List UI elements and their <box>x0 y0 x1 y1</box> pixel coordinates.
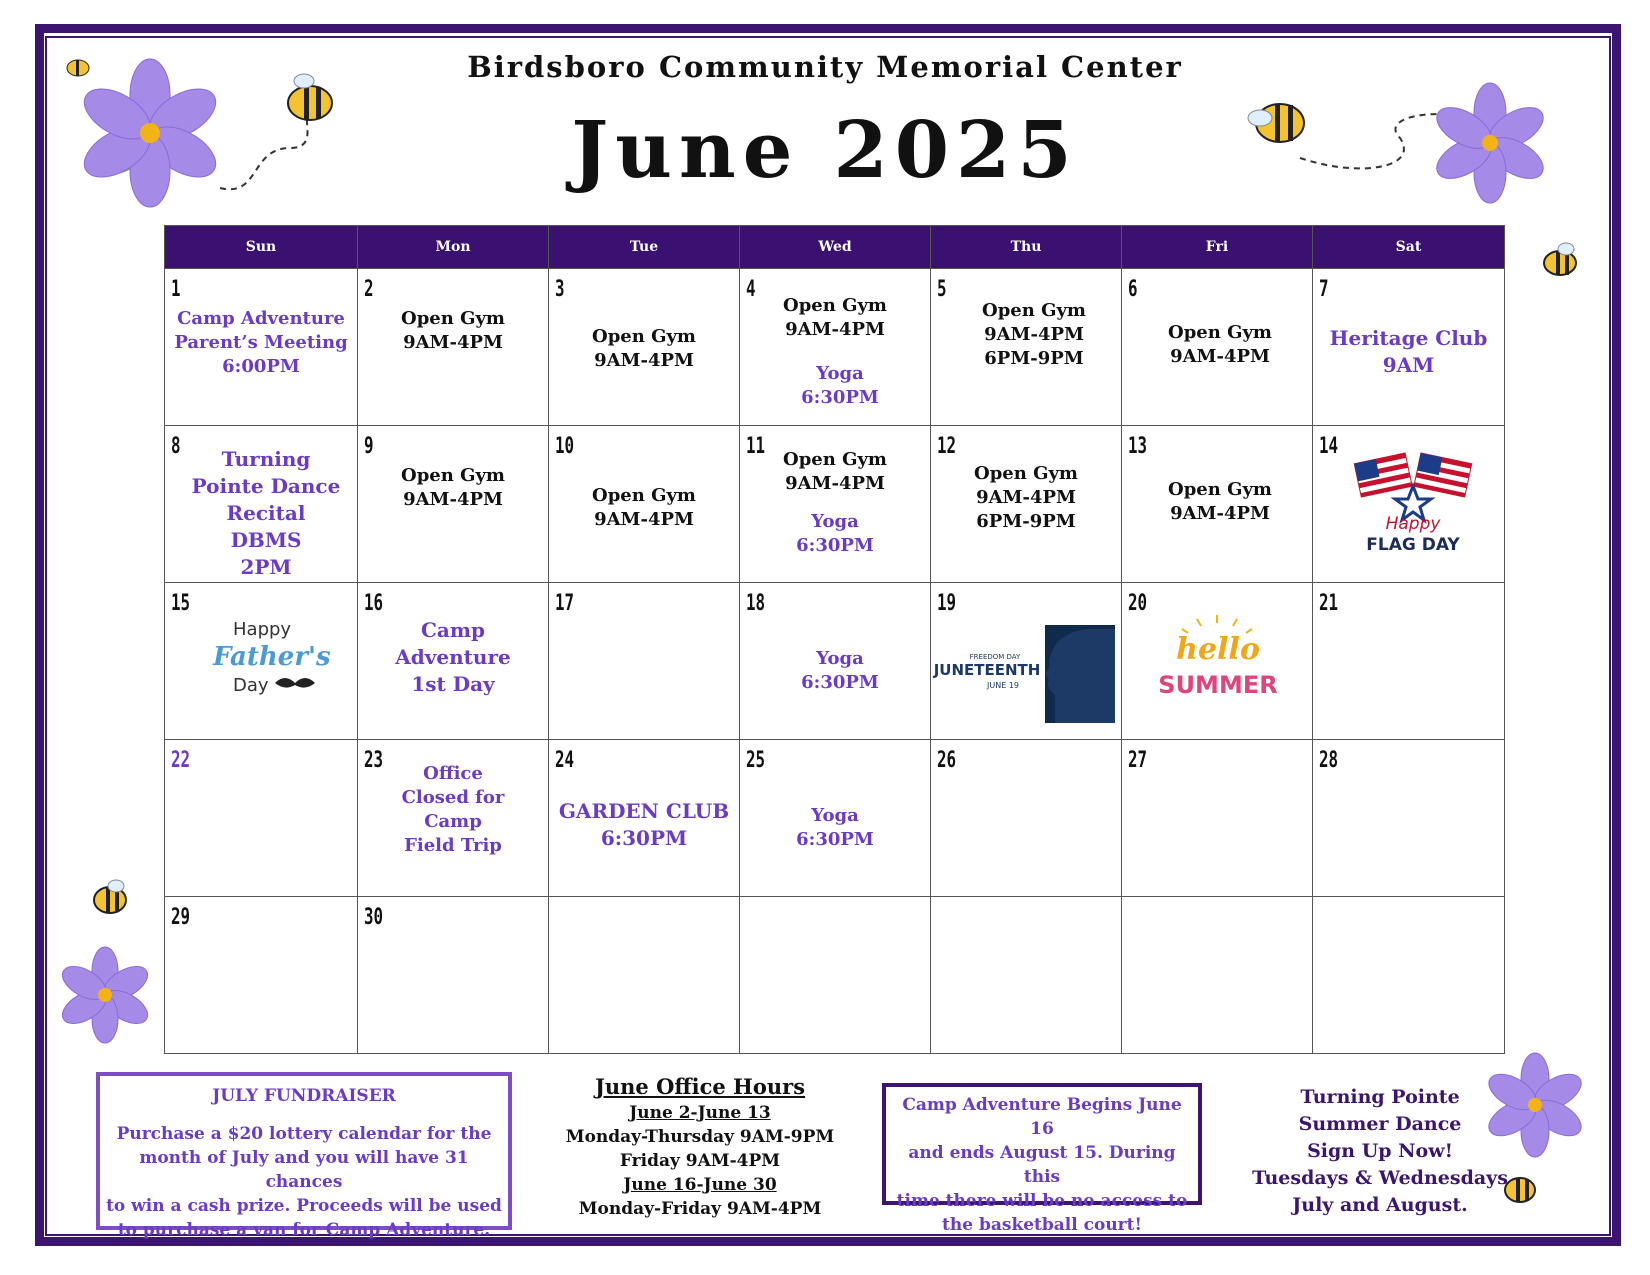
empty-cell <box>931 897 1122 1054</box>
day-number: 16 <box>364 591 384 616</box>
svg-text:FLAG DAY: FLAG DAY <box>1366 535 1460 555</box>
day-cell-7[interactable] <box>1313 269 1505 426</box>
day-cell-20[interactable] <box>1122 583 1313 740</box>
event-text: GARDEN CLUB 6:30PM <box>558 799 730 850</box>
office-hours-title: June Office Hours <box>594 1074 806 1099</box>
weekday-sat: Sat <box>1313 226 1505 269</box>
day-cell-24[interactable] <box>549 740 740 897</box>
day-cell-14[interactable] <box>1313 426 1505 583</box>
event-text: Yoga 6:30PM <box>801 648 879 693</box>
weekday-thu: Thu <box>931 226 1122 269</box>
day-cell-4[interactable] <box>740 269 931 426</box>
weekday-tue: Tue <box>549 226 740 269</box>
day-cell-13[interactable] <box>1122 426 1313 583</box>
fundraiser-title: JULY FUNDRAISER <box>212 1086 396 1106</box>
day-cell-22[interactable] <box>165 740 358 897</box>
day-number: 17 <box>555 591 575 616</box>
day-number: 3 <box>555 277 565 302</box>
event-text: Open Gym 9AM-4PM <box>1168 322 1272 367</box>
office-hours-line: Monday-Thursday 9AM-9PM <box>565 1127 835 1147</box>
hello-summer-icon <box>1152 611 1282 711</box>
day-cell-23[interactable] <box>358 740 549 897</box>
day-number: 23 <box>364 748 384 773</box>
day-cell-19[interactable] <box>931 583 1122 740</box>
day-number: 22 <box>171 748 191 773</box>
day-cell-15[interactable] <box>165 583 358 740</box>
camp-notice-line: Camp Adventure Begins June 16 <box>902 1095 1182 1139</box>
event-text-yoga: Yoga 6:30PM <box>796 511 874 556</box>
day-number: 5 <box>937 277 947 302</box>
day-number: 28 <box>1319 748 1339 773</box>
fundraiser-line: Purchase a $20 lottery calendar for the <box>116 1124 492 1144</box>
weekday-fri: Fri <box>1122 226 1313 269</box>
dance-signup <box>1230 1084 1530 1219</box>
camp-notice-line: the basketball court! <box>942 1215 1142 1235</box>
day-number: 6 <box>1128 277 1138 302</box>
camp-notice-line: and ends August 15. During this <box>908 1143 1176 1187</box>
calendar-grid <box>164 225 1505 1054</box>
event-text: Heritage Club 9AM <box>1329 326 1488 377</box>
event-text: Camp Adventure 1st Day <box>395 618 511 696</box>
day-number: 8 <box>171 434 181 459</box>
day-cell-18[interactable] <box>740 583 931 740</box>
fundraiser-line: to win a cash prize. Proceeds will be used <box>106 1196 502 1216</box>
week-row <box>165 426 1505 583</box>
day-number: 24 <box>555 748 575 773</box>
office-hours-period: June 16-June 30 <box>623 1175 777 1195</box>
day-number: 30 <box>364 905 384 930</box>
dance-line: Turning Pointe <box>1300 1086 1460 1108</box>
week-row <box>165 583 1505 740</box>
dance-line: July and August. <box>1292 1194 1468 1216</box>
weekday-wed: Wed <box>740 226 931 269</box>
day-number: 15 <box>171 591 191 616</box>
empty-cell <box>1313 897 1505 1054</box>
office-hours <box>540 1075 860 1221</box>
fundraiser-line: month of July and you will have 31 chances <box>139 1148 469 1192</box>
day-number: 11 <box>746 434 766 459</box>
day-cell-1[interactable] <box>165 269 358 426</box>
day-cell-3[interactable] <box>549 269 740 426</box>
day-cell-2[interactable] <box>358 269 549 426</box>
week-row <box>165 269 1505 426</box>
juneteenth-icon <box>933 625 1115 723</box>
day-number: 7 <box>1319 277 1329 302</box>
month-title: June 2025 <box>571 105 1079 196</box>
july-fundraiser-box <box>96 1072 512 1240</box>
dance-line: Sign Up Now! <box>1307 1140 1453 1162</box>
camp-notice-line: time there will be no access to <box>896 1191 1188 1211</box>
day-cell-12[interactable] <box>931 426 1122 583</box>
event-text: Open Gym 9AM-4PM <box>401 465 505 510</box>
event-text: Office Closed for Camp Field Trip <box>401 763 505 856</box>
camp-adventure-notice <box>882 1083 1202 1235</box>
flower-bee-left-icon <box>55 870 165 1045</box>
flag-day-icon <box>1353 444 1473 559</box>
svg-text:Father's: Father's <box>213 642 331 672</box>
day-number: 9 <box>364 434 374 459</box>
day-number: 4 <box>746 277 756 302</box>
day-number: 29 <box>171 905 191 930</box>
svg-text:JUNE 19: JUNE 19 <box>987 681 1019 690</box>
day-cell-17[interactable] <box>549 583 740 740</box>
svg-text:Happy: Happy <box>1385 514 1441 534</box>
empty-cell <box>549 897 740 1054</box>
event-text: Open Gym 9AM-4PM <box>592 485 696 530</box>
office-hours-line: Monday-Friday 9AM-4PM <box>578 1199 822 1219</box>
day-cell-10[interactable] <box>549 426 740 583</box>
day-cell-5[interactable] <box>931 269 1122 426</box>
day-cell-29[interactable] <box>165 897 358 1054</box>
day-cell-30[interactable] <box>358 897 549 1054</box>
day-cell-26[interactable] <box>931 740 1122 897</box>
svg-text:JUNETEENTH: JUNETEENTH <box>933 661 1041 679</box>
day-number: 18 <box>746 591 766 616</box>
day-number: 10 <box>555 434 575 459</box>
day-cell-6[interactable] <box>1122 269 1313 426</box>
weekday-mon: Mon <box>358 226 549 269</box>
event-text: Open Gym 9AM-4PM <box>783 295 887 340</box>
day-cell-16[interactable] <box>358 583 549 740</box>
day-cell-28[interactable] <box>1313 740 1505 897</box>
day-number: 21 <box>1319 591 1339 616</box>
day-number: 13 <box>1128 434 1148 459</box>
day-number: 27 <box>1128 748 1148 773</box>
organization-name: Birdsboro Community Memorial Center <box>467 50 1183 84</box>
day-number: 25 <box>746 748 766 773</box>
day-number: 12 <box>937 434 957 459</box>
day-number: 1 <box>171 277 181 302</box>
office-hours-line: Friday 9AM-4PM <box>619 1151 781 1171</box>
week-row <box>165 897 1505 1054</box>
dance-line: Summer Dance <box>1298 1113 1462 1135</box>
event-text: Open Gym 9AM-4PM <box>783 449 887 494</box>
empty-cell <box>1122 897 1313 1054</box>
event-text: Open Gym 9AM-4PM 6PM-9PM <box>974 463 1078 532</box>
day-cell-11[interactable] <box>740 426 931 583</box>
day-number: 14 <box>1319 434 1339 459</box>
event-text: Open Gym 9AM-4PM 6PM-9PM <box>982 300 1086 369</box>
office-hours-period: June 2-June 13 <box>629 1103 771 1123</box>
weekday-sun: Sun <box>165 226 358 269</box>
day-number: 20 <box>1128 591 1148 616</box>
day-cell-25[interactable] <box>740 740 931 897</box>
day-number: 19 <box>937 591 957 616</box>
svg-text:Day: Day <box>233 675 269 696</box>
svg-text:SUMMER: SUMMER <box>1158 671 1278 699</box>
day-cell-27[interactable] <box>1122 740 1313 897</box>
svg-text:hello: hello <box>1176 632 1260 667</box>
svg-text:FREEDOM DAY: FREEDOM DAY <box>969 653 1021 661</box>
day-number: 2 <box>364 277 374 302</box>
day-number: 26 <box>937 748 957 773</box>
empty-cell <box>740 897 931 1054</box>
day-cell-21[interactable] <box>1313 583 1505 740</box>
fathers-day-icon <box>205 613 331 703</box>
event-text: Open Gym 9AM-4PM <box>1168 479 1272 524</box>
day-cell-9[interactable] <box>358 426 549 583</box>
dance-line: Tuesdays & Wednesdays <box>1252 1167 1508 1189</box>
bee-right-icon <box>1535 235 1590 285</box>
event-text: Open Gym 9AM-4PM <box>592 326 696 371</box>
event-text: Camp Adventure Parent’s Meeting 6:00PM <box>174 308 348 377</box>
weekday-header-row <box>165 226 1505 269</box>
event-text-yoga: Yoga 6:30PM <box>801 363 879 408</box>
event-text: Open Gym 9AM-4PM <box>401 308 505 353</box>
event-text: Yoga 6:30PM <box>796 805 874 850</box>
event-text: Turning Pointe Dance Recital DBMS 2PM <box>191 447 341 579</box>
week-row <box>165 740 1505 897</box>
fundraiser-line: to purchase a van for Camp Adventure. <box>117 1220 491 1240</box>
svg-text:Happy: Happy <box>233 619 292 640</box>
day-cell-8[interactable] <box>165 426 358 583</box>
